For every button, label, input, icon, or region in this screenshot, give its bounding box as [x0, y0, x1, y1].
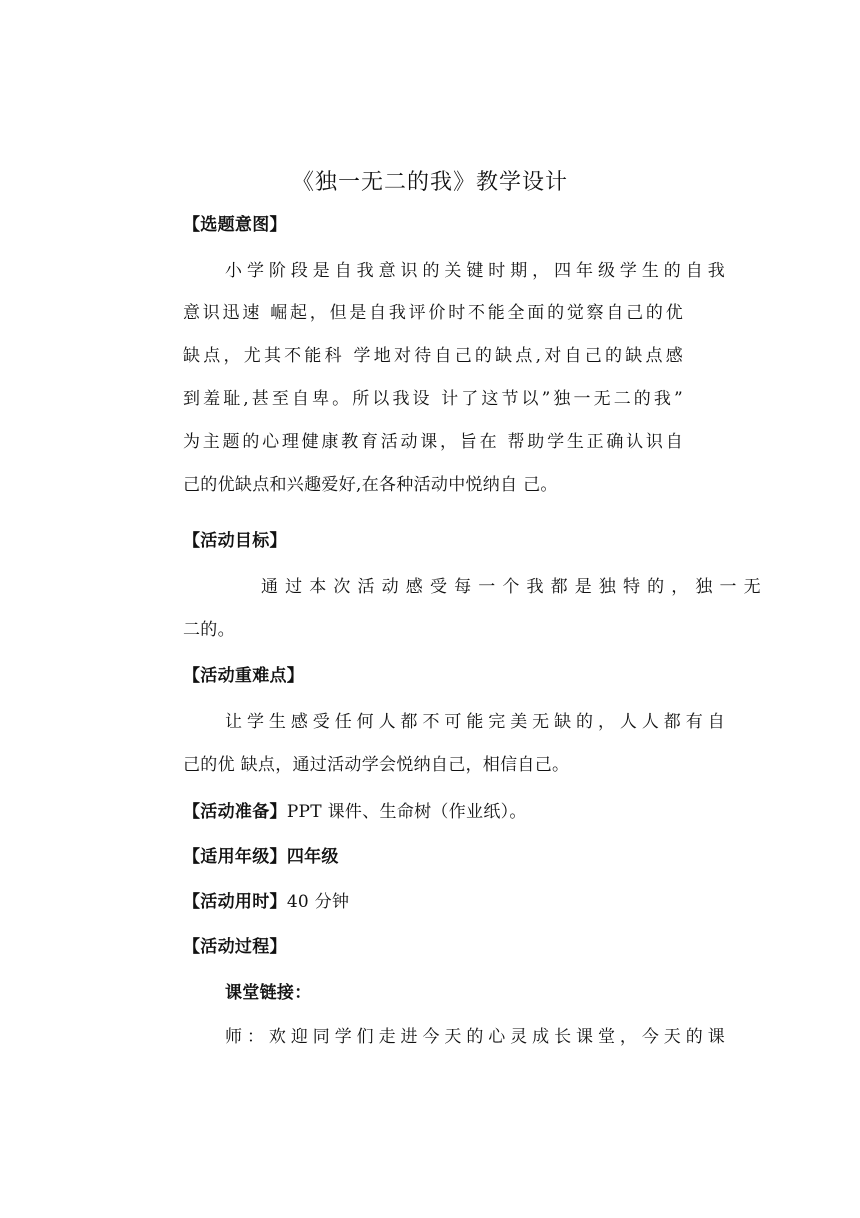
section-heading-goal: 【活动目标】 — [183, 531, 287, 551]
preparation-line — [183, 797, 683, 827]
paragraph-line: 通过本次活动感受每一个我都是独特的，独一无 — [261, 577, 761, 597]
duration-line — [183, 887, 683, 917]
section-heading-preparation: 【活动准备】 — [183, 802, 287, 822]
section-heading-process: 【活动过程】 — [183, 937, 287, 957]
section-heading-grade: 【适用年级】 — [183, 847, 287, 867]
section-heading-keypoints: 【活动重难点】 — [183, 666, 305, 686]
paragraph-line: 意识迅速 崛起，但是自我评价时不能全面的觉察自己的优 — [183, 303, 683, 323]
grade-line — [183, 842, 683, 872]
section-heading-intent: 【选题意图】 — [183, 215, 287, 235]
paragraph-line: 让学生感受任何人都不可能完美无缺的，人人都有自 — [225, 712, 725, 732]
section-heading-duration: 【活动用时】 — [183, 892, 287, 912]
paragraph-line: 己的优缺点和兴趣爱好,在各种活动中悦纳自 己。 — [183, 475, 558, 495]
paragraph-line: 己的优 缺点，通过活动学会悦纳自己，相信自己。 — [183, 755, 570, 775]
grade-text: 四年级 — [286, 847, 339, 867]
document-title: 《独一无二的我》教学设计 — [291, 170, 568, 195]
paragraph-line: 师：欢迎同学们走进今天的心灵成长课堂，今天的课 — [225, 1027, 725, 1047]
paragraph-line: 缺点，尤其不能科 学地对待自己的缺点,对自己的缺点感 — [183, 346, 683, 366]
paragraph-line: 小学阶段是自我意识的关键时期，四年级学生的自我 — [225, 261, 725, 281]
process-subheading: 课堂链接： — [225, 983, 312, 1003]
paragraph-line: 为主题的心理健康教育活动课，旨在 帮助学生正确认识自 — [183, 432, 683, 452]
duration-text: 40 分钟 — [286, 892, 350, 912]
preparation-text: PPT 课件、生命树（作业纸）。 — [286, 802, 527, 822]
paragraph-line: 二的。 — [183, 620, 235, 640]
paragraph-line: 到羞耻,甚至自卑。所以我设 计了这节以”独一无二的我” — [183, 389, 683, 409]
